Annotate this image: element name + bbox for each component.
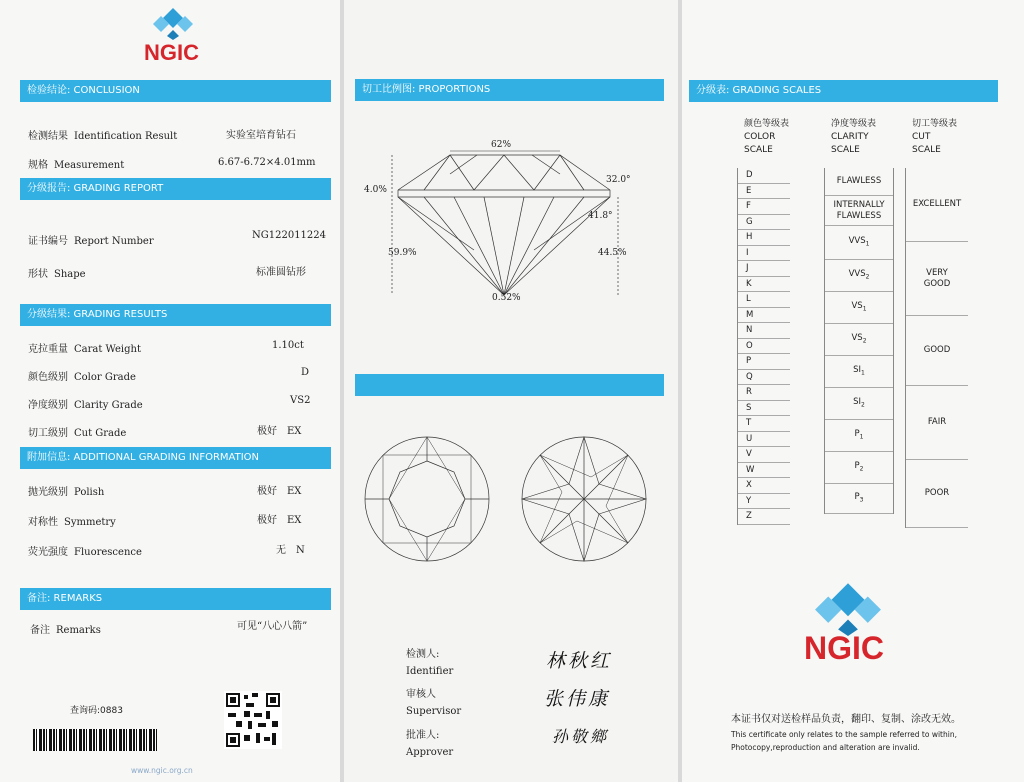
diamond-bottom-view-diagram xyxy=(519,434,649,564)
clarity-grade-subscript: 2 xyxy=(862,337,867,345)
grading-report-header: 分级报告: GRADING REPORT xyxy=(20,178,331,200)
cut-grade-cell xyxy=(906,242,968,316)
clarity-grade-label: P xyxy=(854,491,860,502)
table-percent: 62% xyxy=(491,140,512,150)
clarity-grade-cell xyxy=(825,168,893,196)
proportions-header: 切工比例图: PROPORTIONS xyxy=(355,79,664,101)
clarity-grade-label: VVS xyxy=(848,235,866,246)
clarity-grade-text xyxy=(855,461,864,475)
color-grade-cell: X xyxy=(738,478,790,494)
color-grade-cell: T xyxy=(738,416,790,432)
color-grade-cell: K xyxy=(738,277,790,293)
cut-grade-label: 切工级别 Cut Grade xyxy=(28,428,127,439)
cut-grade-label: POOR xyxy=(924,488,950,498)
query-code: 查询码:0883 xyxy=(70,706,123,716)
disclaimer-en-2: Photocopy,reproduction and alteration are invalid. xyxy=(731,743,920,752)
clarity-grade-label: VVS xyxy=(848,268,866,279)
panel-grading-scales xyxy=(682,0,1024,782)
carat-value: 1.10ct xyxy=(272,340,304,351)
color-grade-cell: Z xyxy=(738,509,790,525)
clarity-grade-text xyxy=(855,492,864,506)
clarity-grade-text xyxy=(851,301,866,315)
clarity-scale-column xyxy=(824,168,894,514)
total-depth: 59.9% xyxy=(388,248,417,258)
crown-angle: 32.0° xyxy=(606,175,631,185)
clarity-grade-cell xyxy=(825,324,893,356)
supervisor-signature: 张伟康 xyxy=(544,688,611,710)
color-grade-cell: G xyxy=(738,215,790,231)
cut-grade-cell xyxy=(906,316,968,386)
cut-grade-value: 极好 EX xyxy=(257,426,302,437)
clarity-grade-text xyxy=(849,236,870,250)
clarity-grade-label: SI xyxy=(853,396,862,407)
additional-info-header: 附加信息: ADDITIONAL GRADING INFORMATION xyxy=(20,447,331,469)
identifier-signature: 林秋红 xyxy=(546,650,613,672)
color-grade-cell: W xyxy=(738,463,790,479)
color-grade-cell: R xyxy=(738,385,790,401)
cut-scale-heading: 切工等级表 CUT SCALE xyxy=(912,119,958,155)
clarity-grade-subscript: 2 xyxy=(861,401,865,409)
polish-value: 极好 EX xyxy=(257,486,302,497)
color-grade-label: 颜色级别 Color Grade xyxy=(28,372,136,383)
girdle-percent: 4.0% xyxy=(364,185,387,195)
clarity-grade-subscript: 1 xyxy=(865,240,870,248)
color-grade-cell: P xyxy=(738,354,790,370)
remarks-value: 可见“八心八箭” xyxy=(237,621,308,632)
clarity-grade-cell xyxy=(825,196,893,226)
color-grade-cell: M xyxy=(738,308,790,324)
website-url[interactable]: www.ngic.org.cn xyxy=(131,766,193,775)
clarity-grade-text xyxy=(851,333,866,347)
brand-logo-text: NGIC xyxy=(144,40,199,65)
color-grade-value: D xyxy=(301,367,310,378)
carat-label: 克拉重量 Carat Weight xyxy=(28,344,141,355)
supervisor-label: 审核人 Supervisor xyxy=(406,689,462,717)
identifier-label: 检测人: Identifier xyxy=(406,649,454,677)
measurement-value: 6.67-6.72×4.01mm xyxy=(218,157,316,168)
identification-value: 实验室培育钻石 xyxy=(226,130,296,141)
report-number-label: 证书编号 Report Number xyxy=(28,236,154,247)
conclusion-header: 检验结论: CONCLUSION xyxy=(20,80,331,102)
symmetry-label: 对称性 Symmetry xyxy=(28,517,116,528)
grading-scales-header: 分级表: GRADING SCALES xyxy=(689,80,998,102)
clarity-grade-subscript: 3 xyxy=(859,496,864,504)
clarity-grade-subscript: 1 xyxy=(859,433,864,441)
remarks-header: 备注: REMARKS xyxy=(20,588,331,610)
clarity-grade-cell xyxy=(825,226,893,260)
cut-grade-cell xyxy=(906,386,968,460)
clarity-grade-cell xyxy=(825,388,893,420)
clarity-grade-cell xyxy=(825,260,893,292)
clarity-grade-subscript: 2 xyxy=(865,273,870,281)
ngic-logo-icon xyxy=(153,6,193,40)
color-grade-cell: U xyxy=(738,432,790,448)
cut-grade-label: EXCELLENT xyxy=(912,199,962,209)
cut-grade-label: FAIR xyxy=(927,417,947,427)
clarity-grade-text xyxy=(853,397,865,411)
color-grade-cell: I xyxy=(738,246,790,262)
clarity-grade-label: FLAWLESS xyxy=(836,176,882,186)
clarity-grade-label: VS xyxy=(851,332,863,343)
polish-label: 抛光级别 Polish xyxy=(28,487,105,498)
clarity-grade-cell xyxy=(825,356,893,388)
cut-grade-cell xyxy=(906,168,968,242)
diamond-top-view-diagram xyxy=(362,434,492,564)
shape-value: 标准圆钻形 xyxy=(256,267,306,278)
color-scale-heading: 颜色等级表 COLOR SCALE xyxy=(744,119,790,155)
measurement-label: 规格 Measurement xyxy=(28,160,125,171)
shape-label: 形状 Shape xyxy=(28,269,86,280)
color-grade-cell: D xyxy=(738,168,790,184)
culet-percent: 0.52% xyxy=(492,293,521,303)
clarity-grade-text xyxy=(855,429,864,443)
fluorescence-value: 无 N xyxy=(276,545,305,556)
color-grade-cell: F xyxy=(738,199,790,215)
plot-header-bar xyxy=(355,374,664,396)
disclaimer-en-1: This certificate only relates to the sample referred to within, xyxy=(731,730,957,739)
report-number-value: NG122011224 xyxy=(252,230,326,241)
color-grade-cell: O xyxy=(738,339,790,355)
color-grade-cell: N xyxy=(738,323,790,339)
clarity-grade-text xyxy=(849,269,870,283)
clarity-grade-label: INTERNALLY xyxy=(833,199,885,210)
color-scale-column xyxy=(737,168,790,525)
fluorescence-label: 荧光强度 Fluorescence xyxy=(28,547,142,558)
clarity-grade-subscript: 1 xyxy=(861,369,865,377)
approver-label: 批准人: Approver xyxy=(406,730,454,758)
clarity-grade-subscript: 1 xyxy=(862,305,867,313)
cut-scale-column xyxy=(905,168,968,528)
clarity-grade-label: 净度级别 Clarity Grade xyxy=(28,400,143,411)
clarity-grade-text xyxy=(853,365,865,379)
pavilion-angle: 41.8° xyxy=(588,211,613,221)
cut-grade-label: GOOD xyxy=(923,345,951,355)
color-grade-cell: E xyxy=(738,184,790,200)
panel-results xyxy=(0,0,340,782)
clarity-grade-cell xyxy=(825,292,893,324)
clarity-grade-label-2: FLAWLESS xyxy=(836,210,882,221)
clarity-grade-label: SI xyxy=(853,364,862,375)
cut-grade-label: VERY xyxy=(926,267,948,278)
clarity-grade-subscript: 2 xyxy=(859,465,864,473)
panel-proportions xyxy=(344,0,678,782)
color-grade-cell: S xyxy=(738,401,790,417)
clarity-grade-cell xyxy=(825,484,893,514)
barcode xyxy=(33,729,157,751)
color-grade-cell: Q xyxy=(738,370,790,386)
symmetry-value: 极好 EX xyxy=(257,515,302,526)
clarity-grade-value: VS2 xyxy=(290,395,311,406)
pavilion-depth: 44.5% xyxy=(598,248,627,258)
approver-signature: 孙敬鄉 xyxy=(552,727,610,746)
cut-grade-cell xyxy=(906,460,968,528)
ngic-large-logo-icon xyxy=(813,580,883,636)
cut-grade-label-2: GOOD xyxy=(923,278,951,289)
color-grade-cell: L xyxy=(738,292,790,308)
clarity-grade-cell xyxy=(825,420,893,452)
brand-large-logo-text: NGIC xyxy=(804,630,884,666)
color-grade-cell: V xyxy=(738,447,790,463)
clarity-grade-cell xyxy=(825,452,893,484)
color-grade-cell: J xyxy=(738,261,790,277)
identification-label: 检测结果 Identification Result xyxy=(28,131,178,142)
disclaimer-zh: 本证书仅对送检样品负责，翻印、复制、涂改无效。 xyxy=(731,714,961,725)
color-grade-cell: H xyxy=(738,230,790,246)
clarity-grade-label: P xyxy=(854,460,860,471)
clarity-grade-label: VS xyxy=(851,300,863,311)
remarks-label: 备注 Remarks xyxy=(30,625,101,636)
qr-code-icon[interactable] xyxy=(224,691,282,749)
clarity-grade-label: P xyxy=(854,428,860,439)
color-grade-cell: Y xyxy=(738,494,790,510)
grading-results-header: 分级结果: GRADING RESULTS xyxy=(20,304,331,326)
clarity-scale-heading: 净度等级表 CLARITY SCALE xyxy=(831,119,877,155)
